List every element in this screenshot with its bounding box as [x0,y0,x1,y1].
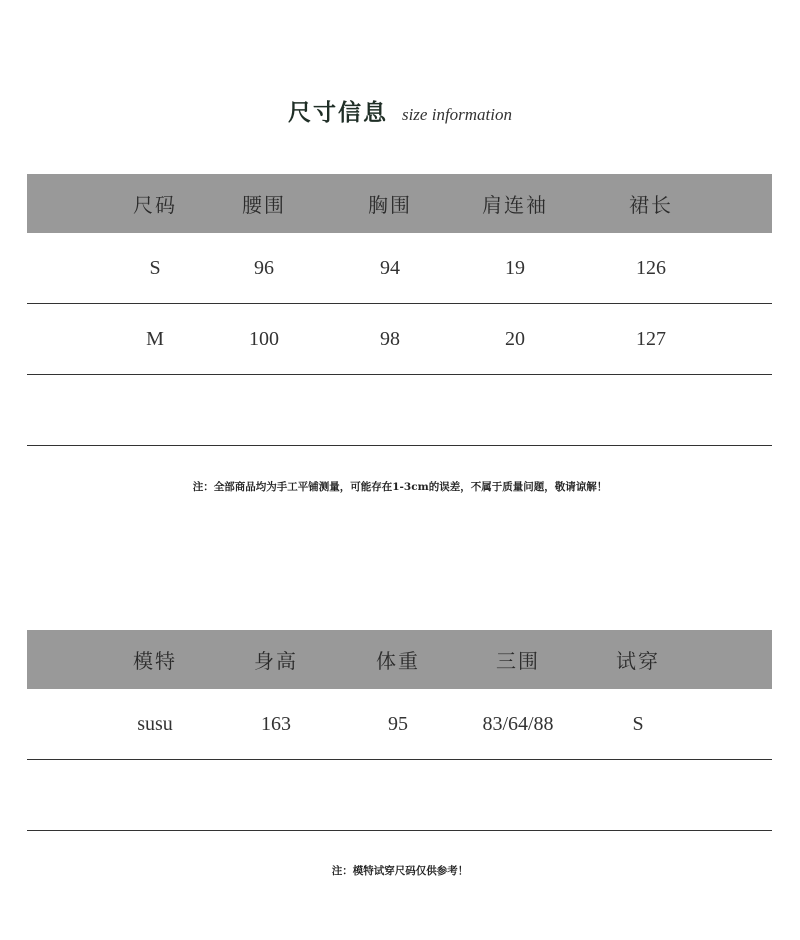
cell-waist: 96 [254,256,274,279]
header-size: 尺码 [133,193,177,217]
size-note: 注：全部商品均为手工平铺测量，可能存在1-3cm的误差，不属于质量问题，敬请谅解！ [192,481,608,493]
table-row [27,689,772,760]
cell-waist: 100 [249,327,279,350]
title-chinese: 尺寸信息 [287,99,388,126]
cell-model: susu [137,712,173,735]
header-length: 裙长 [629,193,673,217]
page-title [0,94,800,127]
cell-height: 163 [261,712,291,735]
model-note: 注：模特试穿尺码仅供参考！ [331,865,469,877]
model-table [27,630,772,831]
header-sleeve: 肩连袖 [482,193,548,217]
cell-sleeve: 19 [505,256,525,279]
table-row-empty [27,375,772,446]
title-english: size information [401,105,513,124]
header-model: 模特 [133,649,177,673]
table-row [27,233,772,304]
cell-sleeve: 20 [505,327,525,350]
cell-size: M [146,327,164,350]
cell-bust: 98 [380,327,400,350]
cell-bust: 94 [380,256,400,279]
header-bust: 胸围 [368,193,412,217]
cell-weight: 95 [388,712,408,735]
header-waist: 腰围 [242,193,286,217]
cell-fit: S [632,712,644,735]
table-row-empty [27,760,772,831]
header-measurements: 三围 [496,649,540,673]
header-fit: 试穿 [616,649,660,673]
size-table-header [27,174,772,233]
cell-size: S [149,256,161,279]
cell-length: 126 [636,256,666,279]
table-row [27,304,772,375]
size-table [27,174,772,446]
model-table-header [27,630,772,689]
cell-measurements: 83/64/88 [482,712,554,735]
cell-length: 127 [636,327,666,350]
header-height: 身高 [254,649,298,673]
header-weight: 体重 [376,649,420,673]
